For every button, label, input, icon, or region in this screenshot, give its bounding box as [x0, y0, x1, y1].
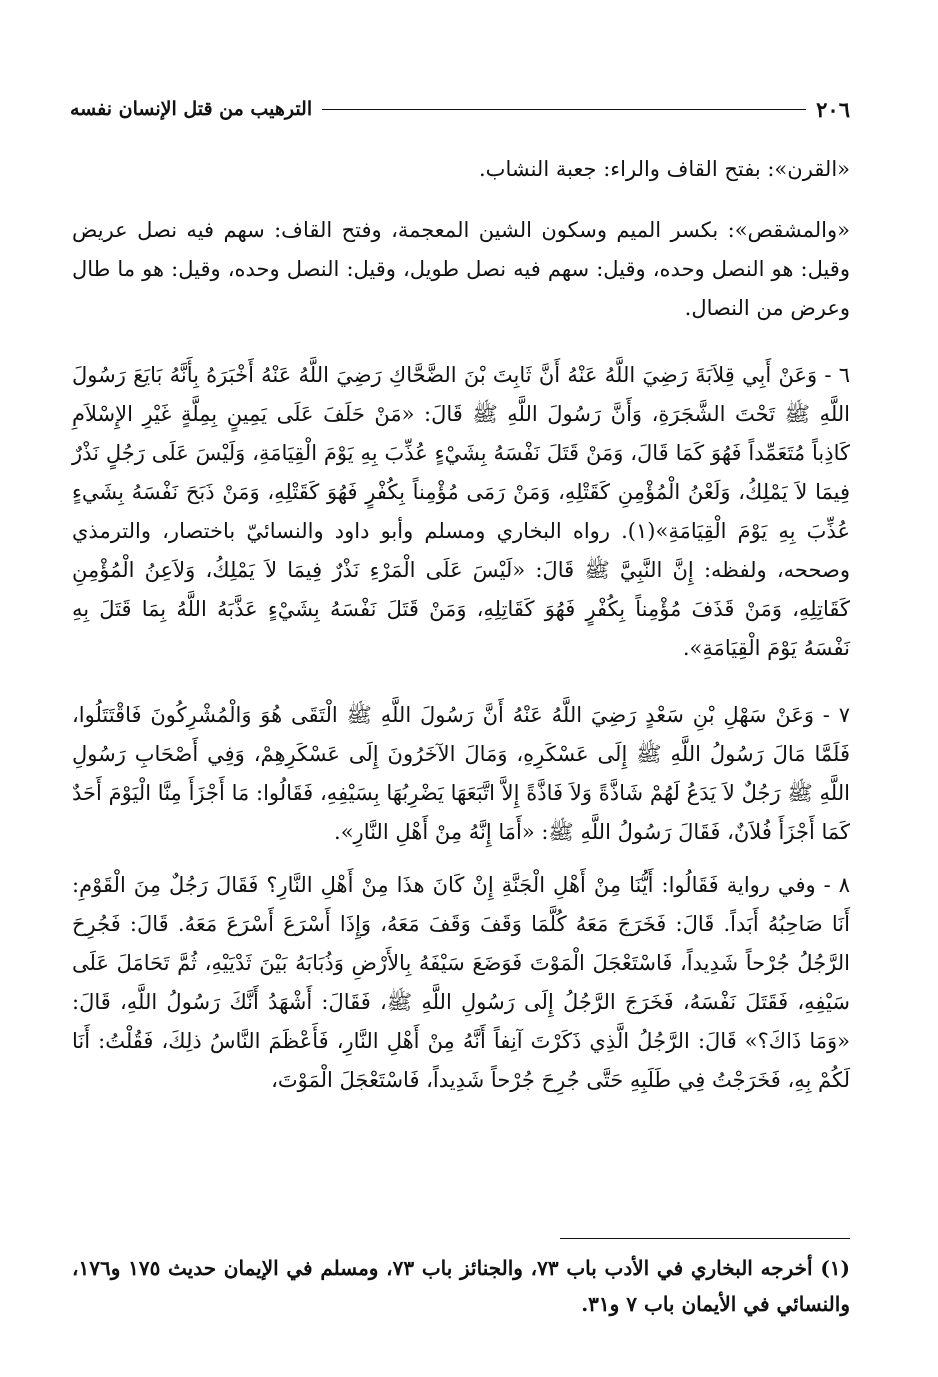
page-number: ٢٠٦: [816, 96, 850, 122]
running-title: الترهيب من قتل الإنسان نفسه: [70, 98, 313, 120]
hadith-7: ٧ - وَعَنْ سَهْلِ بْنِ سَعْدٍ رَضِيَ اللَّهُ عَنْهُ أَنَّ رَسُولَ اللَّهِ ﷺ الْتَقَى هُوَ وَالْمُشْرِكُونَ فَاقْتَتَلُوا، فَلَمَّا مَالَ رَسُولُ اللَّهِ ﷺ إِلَى عَسْكَرِهِ، وَمَالَ الآخَرُونَ إِلَى عَسْكَرِهِمْ، وَفِي أَصْحَابِ رَسُولِ اللَّهِ ﷺ رَجُلٌ لاَ يَدَعُ لَهُمْ شَاذَّةً وَلاَ فَاذَّةً إِلاَّ اتَّبَعَهَا يَضْرِبُهَا بِسَيْفِهِ، فَقَالُوا: مَا أَجْزَأَ مِنَّا الْيَوْمَ أَحَدٌ كَمَا أَجْزَأَ فُلاَنٌ، فَقَالَ رَسُولُ اللَّهِ ﷺ: «أَمَا إِنَّهُ مِنْ أَهْلِ النَّارِ».: [72, 703, 850, 844]
definition-mishqas: «والمشقص»: بكسر الميم وسكون الشين المعجمة، وفتح القاف: سهم فيه نصل عريض وقيل: هو النصل وحده، وقيل: سهم فيه نصل طويل، وقيل: النصل وحده، وقيل: هو ما طال وعرض من النصال.: [72, 218, 850, 320]
page-header: [70, 94, 850, 124]
header-rule: [322, 109, 806, 110]
footnote-separator: [560, 1238, 850, 1239]
hadith-8: ٨ - وفي رواية فَقَالُوا: أَيُّنَا مِنْ أَهْلِ الْجَنَّةِ إِنْ كَانَ هذَا مِنْ أَهْلِ النَّارِ؟ فَقَالَ رَجُلٌ مِنَ الْقَوْمِ: أَنَا صَاحِبُهُ أَبَداً. قَالَ: فَخَرَجَ مَعَهُ كُلَّمَا وَقَفَ وَقَفَ مَعَهُ، وَإِذَا أَسْرَعَ أَسْرَعَ مَعَهُ. قَالَ: فَجُرِحَ الرَّجُلُ جُرْحاً شَدِيداً، فَاسْتَعْجَلَ الْمَوْتَ فَوَضَعَ سَيْفَهُ بِالأَرْضِ وَذُبَابَهُ بَيْنَ ثَدْيَيْهِ، ثُمَّ تَحَامَلَ عَلَى سَيْفِهِ، فَقَتَلَ نَفْسَهُ، فَخَرَجَ الرَّجُلُ إِلَى رَسُولِ اللَّهِ ﷺ، فَقَالَ: أَشْهَدُ أَنَّكَ رَسُولُ اللَّهِ، قَالَ: «وَمَا ذَاكَ؟» قَالَ: الرَّجُلُ الَّذِي ذَكَرْتَ آنِفاً أَنَّهُ مِنْ أَهْلِ النَّارِ، فَأَعْظَمَ النَّاسُ ذلِكَ، فَقُلْتُ: أَنَا لَكُمْ بِهِ، فَخَرَجْتُ فِي طَلَبِهِ حَتَّى جُرِحَ جُرْحاً شَدِيداً، فَاسْتَعْجَلَ الْمَوْتَ،: [72, 873, 850, 1092]
page-body: [72, 150, 850, 1114]
hadith-6: ٦ - وَعَنْ أَبِي قِلاَبَةَ رَضِيَ اللَّهُ عَنْهُ أَنَّ ثَابِتَ بْنَ الضَّحَّاكِ رَضِيَ اللَّهُ عَنْهُ أَخْبَرَهُ بِأَنَّهُ بَايَعَ رَسُولَ اللَّهِ ﷺ تَحْتَ الشَّجَرَةِ، وَأَنَّ رَسُولَ اللَّهِ ﷺ قَالَ: «مَنْ حَلَفَ عَلَى يَمِينٍ بِمِلَّةٍ غَيْرِ الإِسْلاَمِ كَاذِباً مُتَعَمِّداً فَهُوَ كَمَا قَالَ، وَمَنْ قَتَلَ نَفْسَهُ بِشَيْءٍ عُذِّبَ بِهِ يَوْمَ الْقِيَامَةِ، وَلَيْسَ عَلَى رَجُلٍ نَذْرٌ فِيمَا لاَ يَمْلِكُ، وَلَعْنُ الْمُؤْمِنِ كَقَتْلِهِ، وَمَنْ رَمَى مُؤْمِناً بِكُفْرٍ فَهُوَ كَقَتْلِهِ، وَمَنْ ذَبَحَ نَفْسَهُ بِشَيءٍ عُذِّبَ بِهِ يَوْمَ الْقِيَامَةِ»(١). رواه البخاري ومسلم وأبو داود والنسائيّ باختصار، والترمذي وصححه، ولفظه: إِنَّ النَّبِيَّ ﷺ قَالَ: «لَيْسَ عَلَى الْمَرْءِ نَذْرٌ فِيمَا لاَ يَمْلِكُ، وَلاَعِنُ الْمُؤْمِنِ كَقَاتِلِهِ، وَمَنْ قَذَفَ مُؤْمِناً بِكُفْرٍ فَهُوَ كَقَاتِلِهِ، وَمَنْ قَتَلَ نَفْسَهُ بِشَيْءٍ عَذَّبَهُ اللَّهُ بِمَا قَتَلَ بِهِ نَفْسَهُ يَوْمَ الْقِيَامَةِ».: [72, 363, 850, 660]
definition-qarn: «القرن»: بفتح القاف والراء: جعبة النشاب.: [479, 157, 850, 181]
footnote-1: (١) أخرجه البخاري في الأدب باب ٧٣، والجنائز باب ٧٣، ومسلم في الإيمان حديث ١٧٥ و١٧٦، والنسائي في الأيمان باب ٧ و٣١.: [72, 1256, 850, 1316]
